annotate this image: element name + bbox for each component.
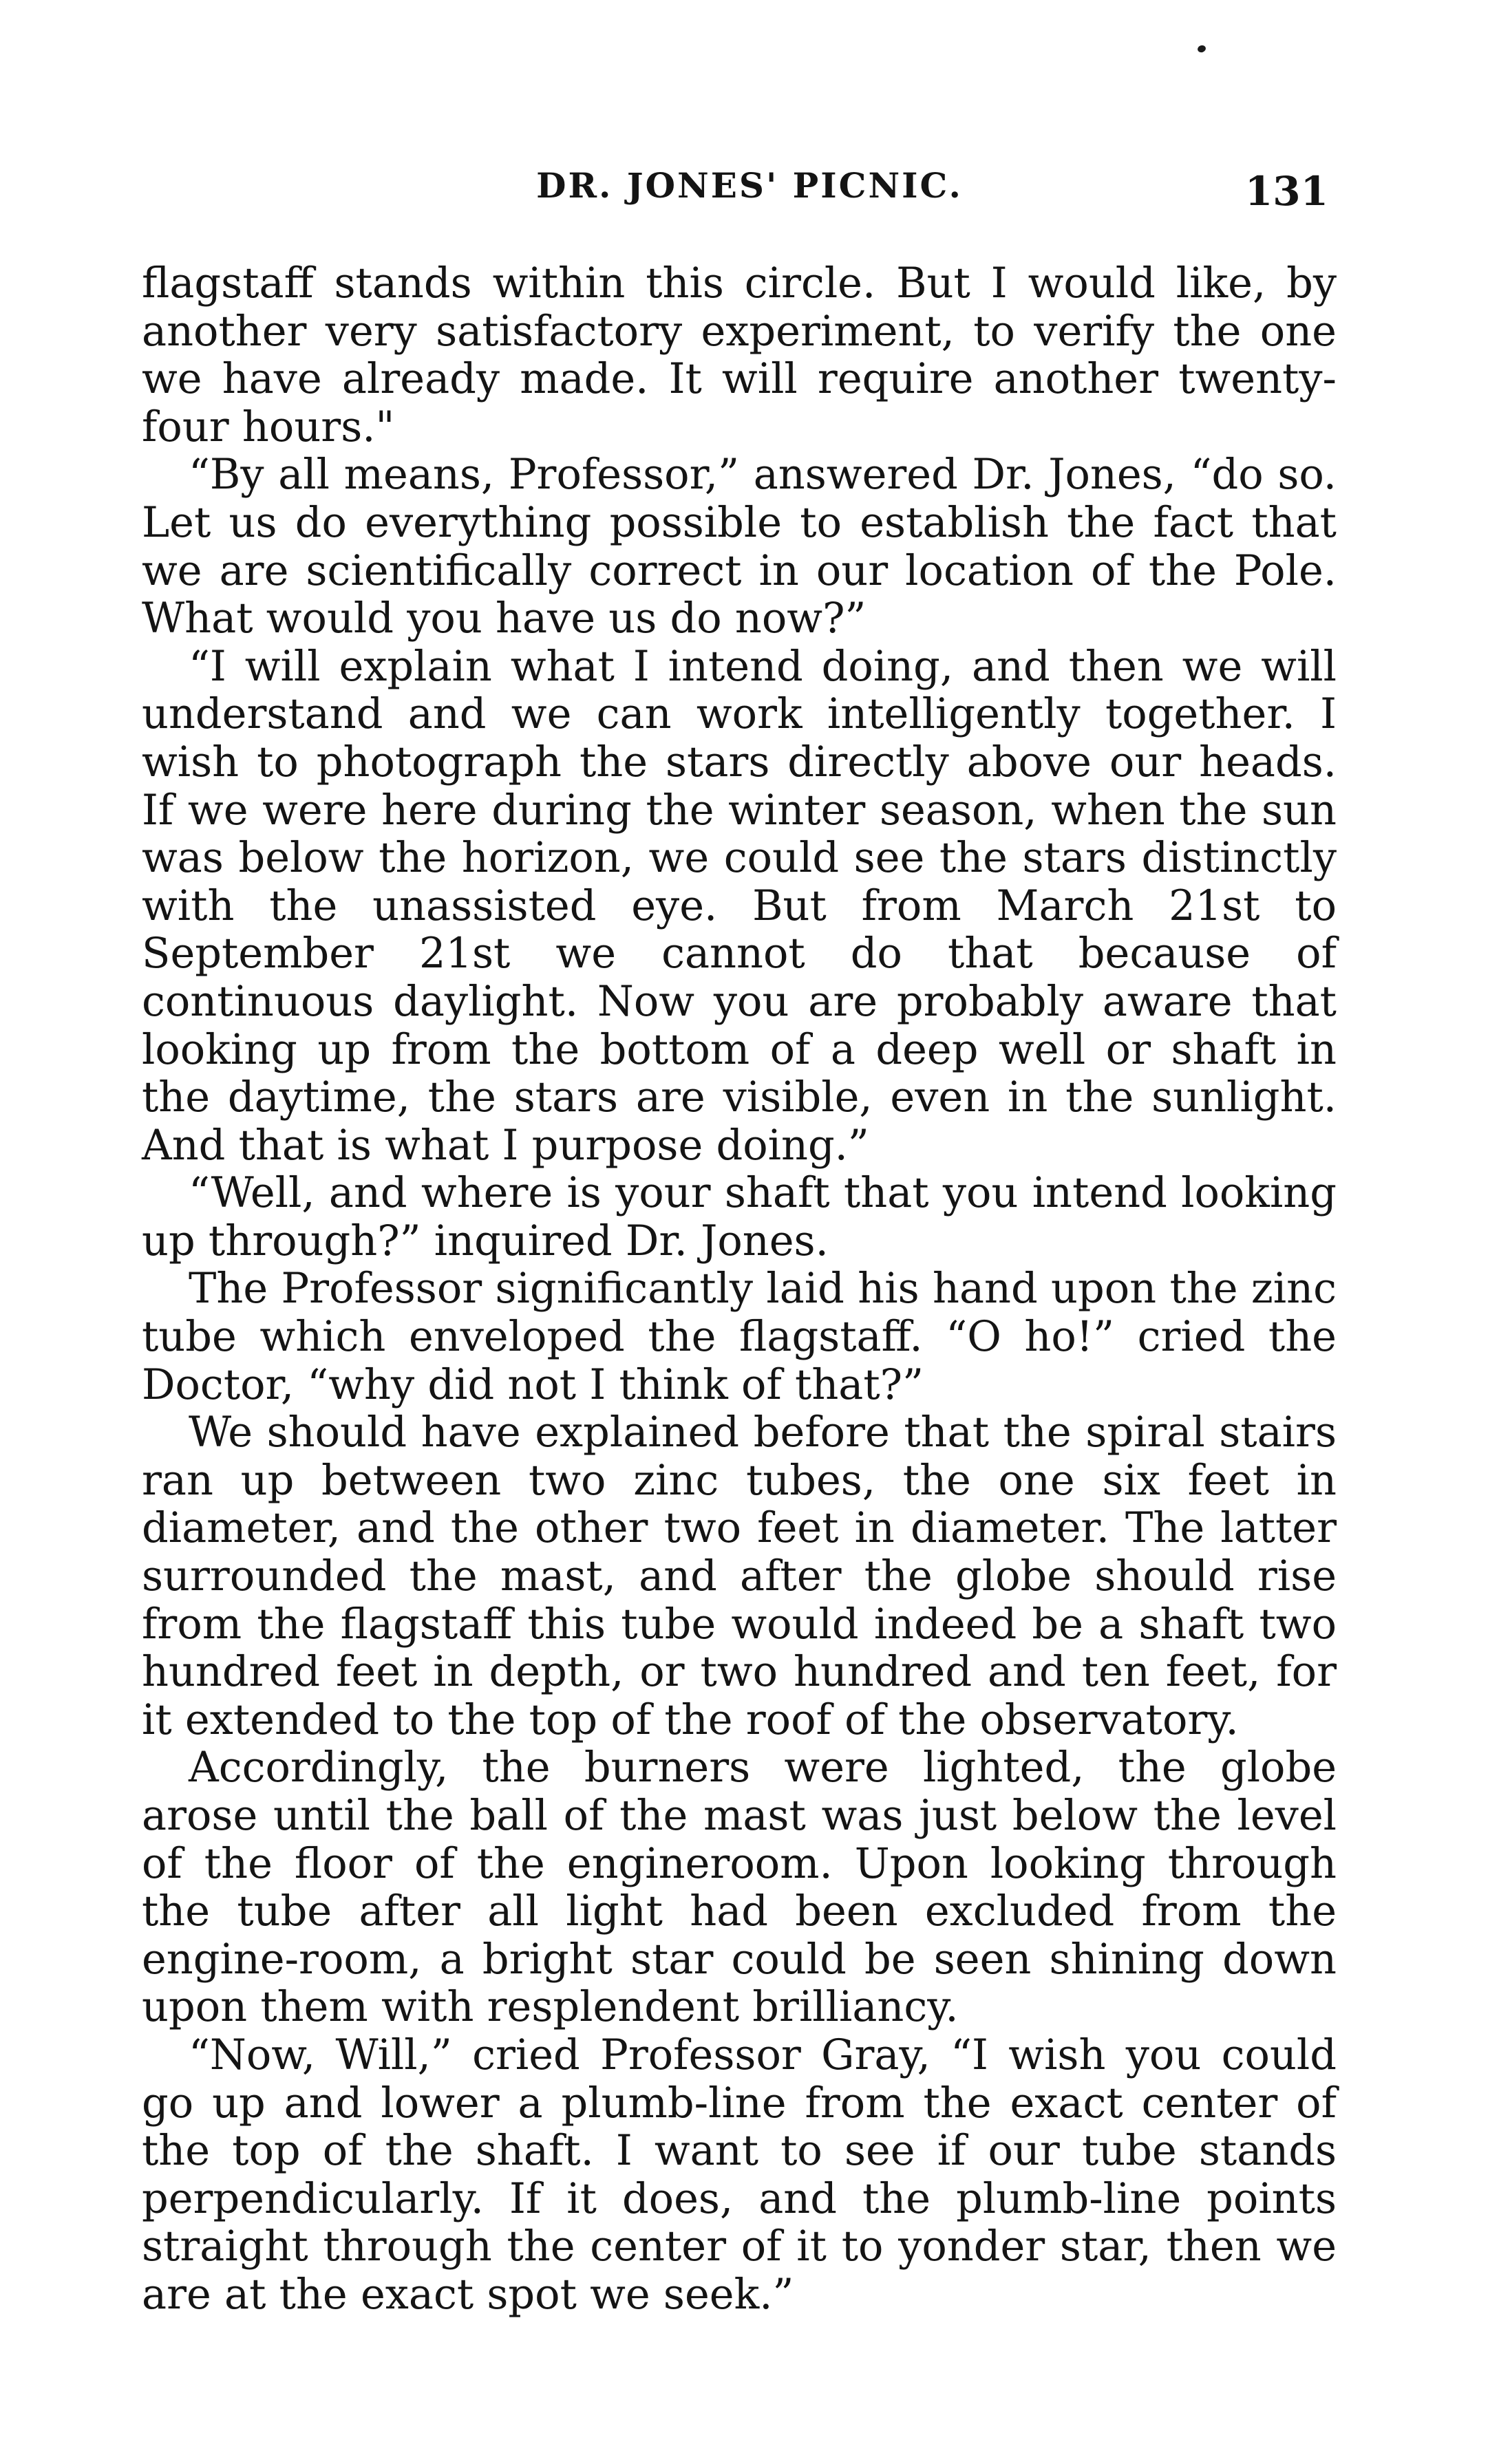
running-head-title: DR. JONES' PICNIC.: [536, 165, 963, 206]
body-text: [142, 260, 1337, 2320]
paragraph: We should have explained before that the spiral stairs ran up between two zinc tubes, the one six feet in diameter, and the other two feet in diameter. The latter surrounded the mast, and after the globe should rise from the flagstaff this tube would indeed be a shaft two hundred feet in depth, or two hundred and ten feet, for it extended to the top of the roof of the observatory.: [142, 1408, 1337, 1744]
running-head: [0, 160, 1499, 215]
paragraph: flagstaff stands within this circle. But I would like, by another very satisfactory experiment, to verify the one we have already made. It will require another twenty-four hours.": [142, 259, 1337, 451]
paragraph: “Well, and where is your shaft that you intend looking up through?” inquired Dr. Jones.: [142, 1169, 1337, 1265]
ink-speck: [1197, 44, 1207, 54]
paragraph: “Now, Will,” cried Professor Gray, “I wish you could go up and lower a plumb-line from the exact center of the top of the shaft. I want to see if our tube stands perpendicularly. If it does, and the plumb-line points straight through the center of it to yonder star, then we are at the exact spot we seek.”: [142, 2031, 1337, 2319]
paragraph: Accordingly, the burners were lighted, the globe arose until the ball of the mast was just below the level of the floor of the engineroom. Upon looking through the tube after all light had been excluded from the engine-room, a bright star could be seen shining down upon them with resplendent brilliancy.: [142, 1744, 1337, 2032]
paragraph: The Professor significantly laid his hand upon the zinc tube which enveloped the flagstaff. “O ho!” cried the Doctor, “why did not I think of that?”: [142, 1265, 1337, 1409]
page-number: 131: [1244, 168, 1328, 215]
paragraph: “I will explain what I intend doing, and then we will understand and we can work intelligently together. I wish to photograph the stars directly above our heads. If we were here during the winter season, when the sun was below the horizon, we could see the stars distinctly with the unassisted eye. But from March 21st to September 21st we cannot do that because of continuous daylight. Now you are probably aware that looking up from the bottom of a deep well or shaft in the daytime, the stars are visible, even in the sunlight. And that is what I purpose doing.”: [142, 642, 1337, 1170]
paragraph: “By all means, Professor,” answered Dr. Jones, “do so. Let us do everything possible to establish the fact that we are scientifically correct in our location of the Pole. What would you have us do now?”: [142, 451, 1337, 643]
